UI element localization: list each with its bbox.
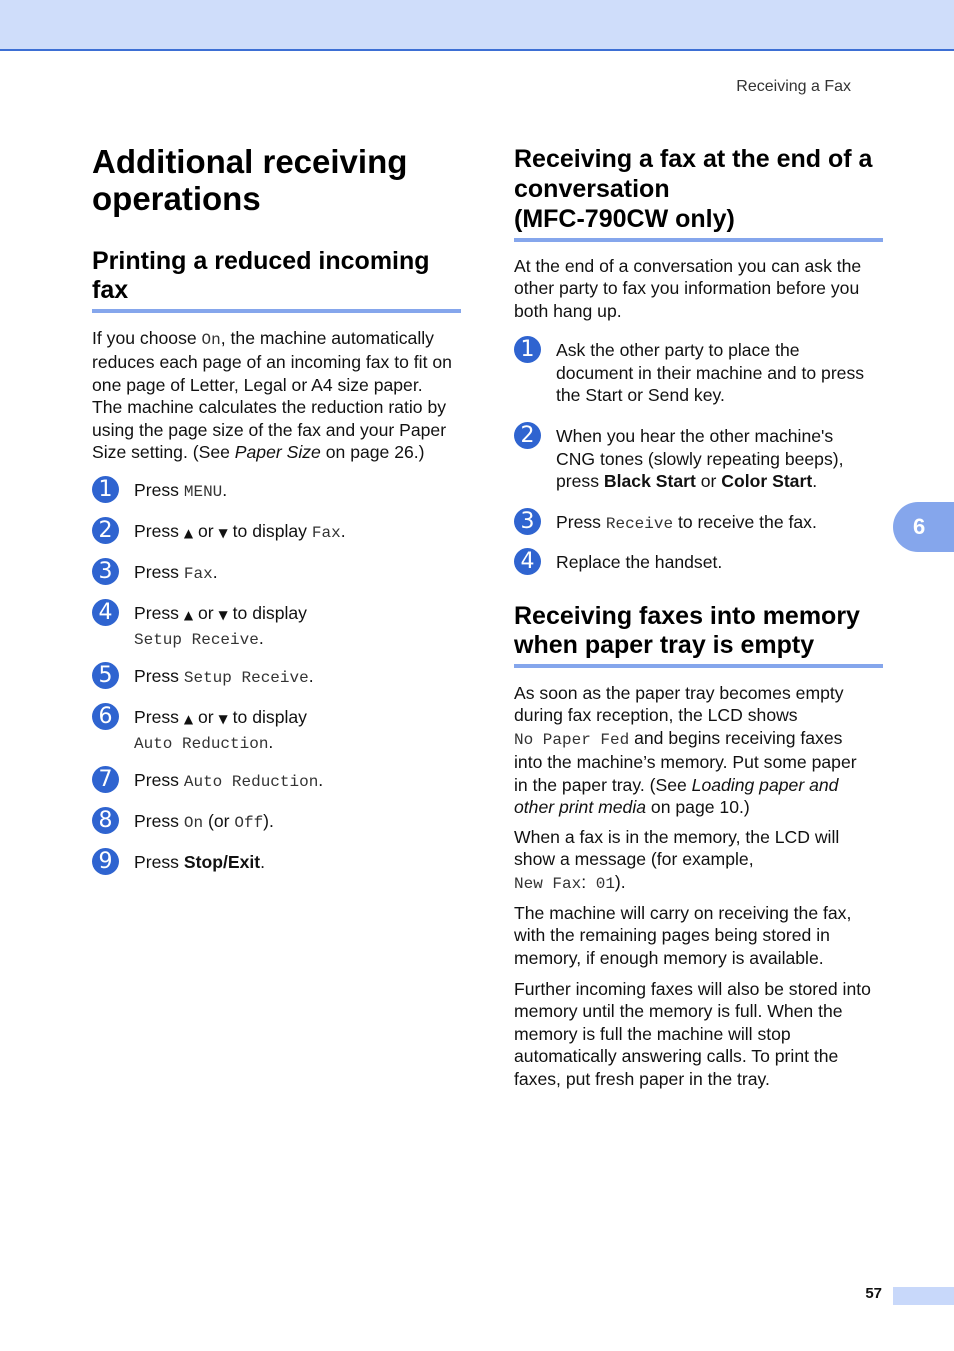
up-arrow-icon: ▲ — [183, 526, 194, 540]
memory-paragraph-3: The machine will carry on receiving the fax, with the remaining pages being stored in memory, if enough memory is available. — [514, 903, 852, 968]
step-number-badge: 8 — [92, 807, 119, 834]
cross-reference: other print media — [514, 797, 647, 818]
up-arrow-icon: ▲ — [183, 608, 194, 622]
page-number: 57 — [865, 1285, 882, 1302]
step-text: Press ▲ or ▼ to display Setup Receive. — [134, 603, 307, 649]
section-rule — [92, 309, 461, 313]
reduced-fax-intro: If you choose On, the machine automatically reduces each page of an incoming fax to fit on one page of Letter, Legal or A4 size paper. The machine calculates the reduction ratio by using the page size of the fax and your Paper Size setting. (See Paper Size on page 26.) — [92, 328, 452, 463]
title-line: Receiving a fax at the end of a — [514, 145, 873, 173]
step-number-badge: 7 — [92, 766, 119, 793]
step-number-badge: 2 — [514, 422, 541, 449]
step-text: Press MENU. — [134, 480, 228, 501]
step-text: Press On (or Off). — [134, 811, 274, 832]
title-line: when paper tray is empty — [514, 631, 815, 659]
step-number-badge: 3 — [92, 558, 119, 585]
step-text: Replace the handset. — [556, 552, 723, 572]
step-number-badge: 9 — [92, 848, 119, 875]
step-number-badge: 3 — [514, 508, 541, 535]
step-text: Press Auto Reduction. — [134, 770, 324, 791]
title-line: (MFC-790CW only) — [514, 205, 735, 233]
step-text: Press Receive to receive the fax. — [556, 512, 817, 533]
section-rule — [514, 664, 883, 668]
section-title-reduced-fax — [92, 247, 430, 305]
step-number-badge: 4 — [514, 548, 541, 575]
down-arrow-icon: ▼ — [218, 526, 228, 540]
step-text: Press ▲ or ▼ to display Fax. — [134, 521, 346, 542]
title-line: Receiving faxes into memory — [514, 602, 860, 630]
step-text: Ask the other party to place the document in their machine and to press the Start or Send key. — [556, 340, 865, 406]
title-line: fax — [92, 276, 129, 304]
title-line: operations — [92, 180, 261, 217]
up-arrow-icon: ▲ — [183, 712, 194, 726]
memory-paragraph-1: As soon as the paper tray becomes empty during fax reception, the LCD shows No Paper Fed and begins receiving faxes into the machine’s memory. Put some paper in the paper tray. (See Loading paper and other print media on page 10.) — [514, 683, 857, 818]
header-band — [0, 0, 954, 49]
step-text: When you hear the other machine's CNG tones (slowly repeating beeps), press Black Start or Color Start. — [556, 426, 844, 492]
chapter-section-title — [92, 143, 407, 217]
footer-bar — [893, 1287, 954, 1305]
header-rule — [0, 49, 954, 51]
key-name: Black Start — [603, 471, 696, 492]
step-text: Press Stop/Exit. — [134, 852, 266, 872]
title-line: Additional receiving — [92, 143, 408, 180]
end-of-conversation-intro: At the end of a conversation you can ask the other party to fax you information before you both hang up. — [514, 256, 862, 321]
running-title: Receiving a Fax — [736, 78, 851, 95]
step-number-badge: 1 — [514, 336, 541, 363]
section-rule — [514, 238, 883, 242]
cross-reference: Paper Size — [234, 442, 321, 463]
section-title-end-of-conversation — [514, 144, 872, 234]
step-text: Press ▲ or ▼ to display Auto Reduction. — [134, 707, 307, 753]
cross-reference: Loading paper and — [691, 774, 839, 795]
title-line: Printing a reduced incoming — [92, 247, 430, 275]
memory-paragraph-4: Further incoming faxes will also be stored into memory until the memory is full. When the memory is full the machine will stop automatically answering calls. To print the faxes, put fresh paper in the tray. — [514, 979, 871, 1089]
key-name: Color Start — [721, 471, 813, 492]
step-number-badge: 6 — [92, 703, 119, 730]
key-name: Stop/Exit — [183, 852, 261, 872]
down-arrow-icon: ▼ — [218, 608, 228, 622]
step-number-badge: 5 — [92, 662, 119, 689]
chapter-tab: 6 — [893, 502, 954, 552]
down-arrow-icon: ▼ — [218, 712, 228, 726]
step-text: Press Setup Receive. — [134, 666, 314, 687]
step-number-badge: 2 — [92, 517, 119, 544]
title-line: conversation — [514, 175, 670, 203]
section-title-memory-receive — [514, 602, 860, 660]
step-number-badge: 4 — [92, 599, 119, 626]
step-text: Press Fax. — [134, 562, 218, 583]
memory-paragraph-2: When a fax is in the memory, the LCD will show a message (for example, New Fax: 01). — [514, 827, 840, 893]
step-number-badge: 1 — [92, 476, 119, 503]
